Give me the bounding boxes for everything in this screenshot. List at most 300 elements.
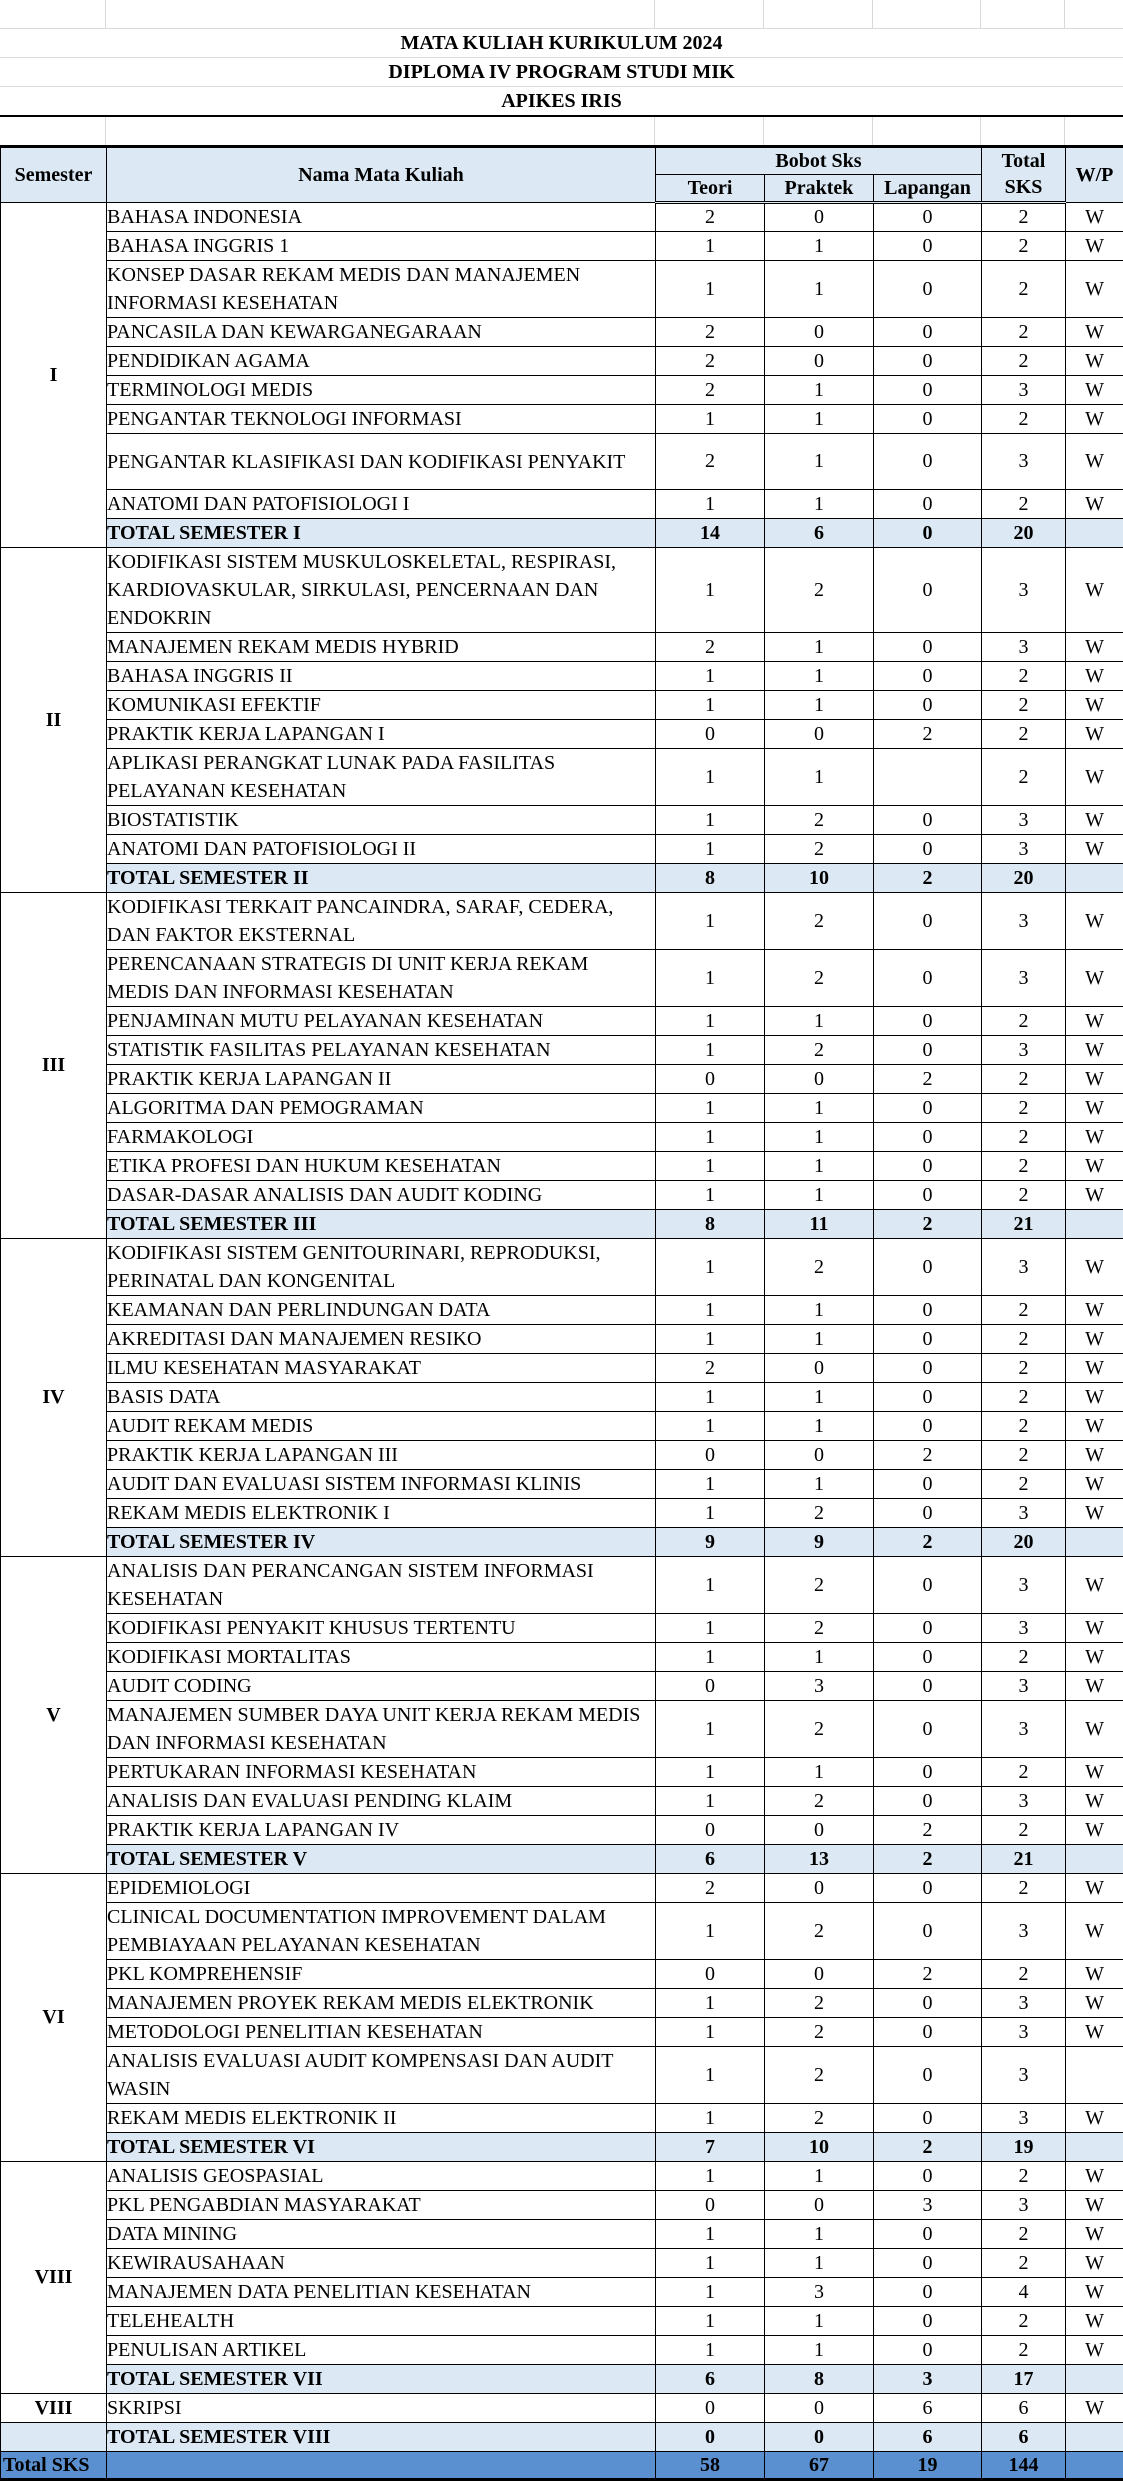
wp-value: W (1066, 2220, 1123, 2249)
praktek-value: 1 (765, 434, 874, 490)
table-row (1, 1470, 1123, 1499)
lapangan-value: 0 (874, 1296, 982, 1325)
total-sks-value: 2 (982, 1007, 1066, 1036)
total-teori: 8 (656, 1210, 765, 1239)
course-name: METODOLOGI PENELITIAN KESEHATAN (107, 2018, 656, 2047)
table-row (1, 2394, 1123, 2423)
teori-value: 1 (656, 2307, 765, 2336)
semester-total-label: TOTAL SEMESTER V (107, 1845, 656, 1874)
wp-value: W (1066, 1499, 1123, 1528)
teori-value: 2 (656, 347, 765, 376)
lapangan-value: 0 (874, 1614, 982, 1643)
lapangan-value: 0 (874, 806, 982, 835)
table-row (1, 232, 1123, 261)
total-sks: 6 (982, 2423, 1066, 2452)
table-row (1, 1354, 1123, 1383)
total-sks-value: 2 (982, 1094, 1066, 1123)
praktek-value: 0 (765, 2191, 874, 2220)
total-teori: 0 (656, 2423, 765, 2452)
total-sks-value: 2 (982, 1383, 1066, 1412)
wp-value: W (1066, 950, 1123, 1007)
teori-value: 0 (656, 1816, 765, 1845)
header-wp: W/P (1066, 147, 1123, 203)
praktek-value: 1 (765, 376, 874, 405)
praktek-value: 3 (765, 1672, 874, 1701)
wp-value: W (1066, 2104, 1123, 2133)
total-sks-value: 2 (982, 720, 1066, 749)
semester-label: IV (1, 1239, 107, 1557)
teori-value: 1 (656, 1296, 765, 1325)
course-name: PERTUKARAN INFORMASI KESEHATAN (107, 1758, 656, 1787)
semester-total-row (1, 1845, 1123, 1874)
lapangan-value: 0 (874, 835, 982, 864)
teori-value: 2 (656, 1874, 765, 1903)
semester-label: I (1, 203, 107, 548)
wp-value: W (1066, 1441, 1123, 1470)
total-sks-value: 2 (982, 232, 1066, 261)
table-row (1, 2249, 1123, 2278)
lapangan-value: 2 (874, 1816, 982, 1845)
teori-value: 1 (656, 1989, 765, 2018)
praktek-value: 2 (765, 1557, 874, 1614)
praktek-value: 2 (765, 1903, 874, 1960)
praktek-value: 2 (765, 1701, 874, 1758)
teori-value: 2 (656, 318, 765, 347)
total-sks-value: 2 (982, 1412, 1066, 1441)
teori-value: 1 (656, 2104, 765, 2133)
title-line-1: MATA KULIAH KURIKULUM 2024 (0, 29, 1123, 58)
lapangan-value: 0 (874, 1094, 982, 1123)
lapangan-value: 0 (874, 261, 982, 318)
table-row (1, 203, 1123, 232)
course-name: KODIFIKASI SISTEM GENITOURINARI, REPRODUKSI, PERINATAL DAN KONGENITAL (107, 1239, 656, 1296)
semester-total-row (1, 2365, 1123, 2394)
praktek-value: 2 (765, 1989, 874, 2018)
course-name: PENDIDIKAN AGAMA (107, 347, 656, 376)
course-name: PENGANTAR KLASIFIKASI DAN KODIFIKASI PENYAKIT (107, 434, 656, 490)
wp-value: W (1066, 1412, 1123, 1441)
table-row (1, 1036, 1123, 1065)
lapangan-value: 2 (874, 1065, 982, 1094)
total-sks-value: 3 (982, 633, 1066, 662)
total-sks-value: 2 (982, 2307, 1066, 2336)
course-name: ANATOMI DAN PATOFISIOLOGI I (107, 490, 656, 519)
total-sks-value: 2 (982, 1181, 1066, 1210)
total-sks-value: 2 (982, 1065, 1066, 1094)
course-name: AKREDITASI DAN MANAJEMEN RESIKO (107, 1325, 656, 1354)
course-name: FARMAKOLOGI (107, 1123, 656, 1152)
teori-value: 1 (656, 1181, 765, 1210)
table-row (1, 1557, 1123, 1614)
teori-value: 0 (656, 2191, 765, 2220)
table-row (1, 434, 1123, 490)
teori-value: 1 (656, 2336, 765, 2365)
teori-value: 1 (656, 1007, 765, 1036)
lapangan-value: 3 (874, 2191, 982, 2220)
table-row (1, 1960, 1123, 1989)
wp-value: W (1066, 835, 1123, 864)
course-name: AUDIT DAN EVALUASI SISTEM INFORMASI KLINIS (107, 1470, 656, 1499)
praktek-value: 2 (765, 2018, 874, 2047)
course-name: DATA MINING (107, 2220, 656, 2249)
total-lapangan: 2 (874, 864, 982, 893)
table-row (1, 1094, 1123, 1123)
course-name: TERMINOLOGI MEDIS (107, 376, 656, 405)
total-sks-value: 3 (982, 2104, 1066, 2133)
table-row (1, 1614, 1123, 1643)
grand-total-row (1, 2452, 1123, 2480)
total-sks-value: 3 (982, 1672, 1066, 1701)
wp-value: W (1066, 1123, 1123, 1152)
praktek-value: 0 (765, 1874, 874, 1903)
semester-total-row (1, 2423, 1123, 2452)
semester-label: VI (1, 1874, 107, 2162)
grand-total-sks: 144 (982, 2452, 1066, 2480)
praktek-value: 0 (765, 1816, 874, 1845)
table-row (1, 691, 1123, 720)
course-name: BAHASA INDONESIA (107, 203, 656, 232)
semester-label: V (1, 1557, 107, 1874)
teori-value: 1 (656, 691, 765, 720)
lapangan-value: 0 (874, 662, 982, 691)
total-lapangan: 3 (874, 2365, 982, 2394)
lapangan-value: 0 (874, 1239, 982, 1296)
wp-value: W (1066, 2394, 1123, 2423)
semester-total-row (1, 864, 1123, 893)
course-name: CLINICAL DOCUMENTATION IMPROVEMENT DALAM PEMBIAYAAN PELAYANAN KESEHATAN (107, 1903, 656, 1960)
course-name: KODIFIKASI TERKAIT PANCAINDRA, SARAF, CEDERA, DAN FAKTOR EKSTERNAL (107, 893, 656, 950)
praktek-value: 1 (765, 1007, 874, 1036)
wp-value: W (1066, 203, 1123, 232)
wp-value: W (1066, 893, 1123, 950)
total-sks: 20 (982, 519, 1066, 548)
praktek-value: 2 (765, 950, 874, 1007)
teori-value: 0 (656, 1672, 765, 1701)
total-praktek: 6 (765, 519, 874, 548)
lapangan-value: 0 (874, 405, 982, 434)
lapangan-value: 0 (874, 691, 982, 720)
grand-total-label: Total SKS (1, 2452, 107, 2480)
teori-value: 1 (656, 2018, 765, 2047)
table-row (1, 1007, 1123, 1036)
table-row (1, 1441, 1123, 1470)
total-lapangan: 2 (874, 1210, 982, 1239)
teori-value: 1 (656, 950, 765, 1007)
table-row (1, 1296, 1123, 1325)
praktek-value: 1 (765, 2162, 874, 2191)
teori-value: 1 (656, 806, 765, 835)
total-sks-value: 3 (982, 1239, 1066, 1296)
wp-value: W (1066, 232, 1123, 261)
total-sks: 21 (982, 1210, 1066, 1239)
lapangan-value: 0 (874, 2162, 982, 2191)
table-row (1, 548, 1123, 633)
table-row (1, 2018, 1123, 2047)
total-wp-empty (1066, 2133, 1123, 2162)
course-name: ANALISIS EVALUASI AUDIT KOMPENSASI DAN AUDIT WASIN (107, 2047, 656, 2104)
lapangan-value: 0 (874, 1989, 982, 2018)
wp-value: W (1066, 1672, 1123, 1701)
teori-value: 1 (656, 662, 765, 691)
table-row (1, 261, 1123, 318)
header-nama-mata-kuliah: Nama Mata Kuliah (107, 147, 656, 203)
lapangan-value: 0 (874, 376, 982, 405)
wp-value: W (1066, 1065, 1123, 1094)
teori-value: 1 (656, 1787, 765, 1816)
semester-total-label: TOTAL SEMESTER III (107, 1210, 656, 1239)
praktek-value: 1 (765, 1470, 874, 1499)
table-row (1, 806, 1123, 835)
wp-value: W (1066, 1557, 1123, 1614)
total-wp-empty (1066, 1845, 1123, 1874)
table-row (1, 662, 1123, 691)
lapangan-value: 0 (874, 1758, 982, 1787)
total-wp-empty (1066, 2365, 1123, 2394)
course-name: KEWIRAUSAHAAN (107, 2249, 656, 2278)
semester-label: III (1, 893, 107, 1239)
teori-value: 0 (656, 1960, 765, 1989)
total-praktek: 9 (765, 1528, 874, 1557)
lapangan-value: 0 (874, 1499, 982, 1528)
praktek-value: 0 (765, 1354, 874, 1383)
teori-value: 1 (656, 232, 765, 261)
wp-value: W (1066, 1960, 1123, 1989)
wp-value: W (1066, 1354, 1123, 1383)
praktek-value: 1 (765, 633, 874, 662)
total-praktek: 10 (765, 2133, 874, 2162)
wp-value: W (1066, 1181, 1123, 1210)
lapangan-value: 0 (874, 1181, 982, 1210)
grand-total-lapangan: 19 (874, 2452, 982, 2480)
total-sks-value: 3 (982, 1989, 1066, 2018)
lapangan-value: 0 (874, 490, 982, 519)
praktek-value: 2 (765, 1614, 874, 1643)
total-sks-value: 2 (982, 1354, 1066, 1383)
teori-value: 1 (656, 1325, 765, 1354)
praktek-value: 1 (765, 2307, 874, 2336)
lapangan-value: 0 (874, 2336, 982, 2365)
praktek-value: 1 (765, 405, 874, 434)
course-name: AUDIT CODING (107, 1672, 656, 1701)
total-sks: 21 (982, 1845, 1066, 1874)
praktek-value: 0 (765, 2394, 874, 2423)
total-teori: 8 (656, 864, 765, 893)
wp-value: W (1066, 1383, 1123, 1412)
table-row (1, 1383, 1123, 1412)
course-name: DASAR-DASAR ANALISIS DAN AUDIT KODING (107, 1181, 656, 1210)
course-name: PRAKTIK KERJA LAPANGAN IV (107, 1816, 656, 1845)
total-sks-value: 2 (982, 1874, 1066, 1903)
total-sks-value: 3 (982, 548, 1066, 633)
teori-value: 0 (656, 720, 765, 749)
course-name: ETIKA PROFESI DAN HUKUM KESEHATAN (107, 1152, 656, 1181)
wp-value: W (1066, 1296, 1123, 1325)
total-sks-value: 3 (982, 1614, 1066, 1643)
table-row (1, 1701, 1123, 1758)
wp-value: W (1066, 2018, 1123, 2047)
teori-value: 1 (656, 1614, 765, 1643)
table-row (1, 2047, 1123, 2104)
total-teori: 6 (656, 1845, 765, 1874)
praktek-value: 2 (765, 806, 874, 835)
total-wp-empty (1066, 1210, 1123, 1239)
total-lapangan: 6 (874, 2423, 982, 2452)
total-sks-value: 2 (982, 1960, 1066, 1989)
table-row (1, 1903, 1123, 1960)
praktek-value: 1 (765, 232, 874, 261)
praktek-value: 2 (765, 1499, 874, 1528)
table-row (1, 893, 1123, 950)
wp-value: W (1066, 2278, 1123, 2307)
lapangan-value: 0 (874, 232, 982, 261)
total-praktek: 10 (765, 864, 874, 893)
praktek-value: 3 (765, 2278, 874, 2307)
wp-value: W (1066, 1874, 1123, 1903)
wp-value: W (1066, 1903, 1123, 1960)
course-name: EPIDEMIOLOGI (107, 1874, 656, 1903)
teori-value: 0 (656, 1065, 765, 1094)
total-wp-empty (1066, 1528, 1123, 1557)
course-name: BAHASA INGGRIS II (107, 662, 656, 691)
praktek-value: 1 (765, 2249, 874, 2278)
total-sks-value: 2 (982, 1816, 1066, 1845)
course-name: KEAMANAN DAN PERLINDUNGAN DATA (107, 1296, 656, 1325)
teori-value: 1 (656, 1643, 765, 1672)
header-total-line1: Total (982, 147, 1066, 175)
total-praktek: 8 (765, 2365, 874, 2394)
table-row (1, 2162, 1123, 2191)
lapangan-value: 0 (874, 1903, 982, 1960)
wp-value: W (1066, 548, 1123, 633)
total-sks-value: 3 (982, 1903, 1066, 1960)
semester-label: II (1, 548, 107, 893)
total-sks-value: 2 (982, 1758, 1066, 1787)
course-name: ANALISIS DAN EVALUASI PENDING KLAIM (107, 1787, 656, 1816)
teori-value: 1 (656, 893, 765, 950)
lapangan-value: 0 (874, 950, 982, 1007)
teori-value: 0 (656, 2394, 765, 2423)
lapangan-value: 0 (874, 2278, 982, 2307)
teori-value: 2 (656, 633, 765, 662)
total-sks-value: 2 (982, 1123, 1066, 1152)
wp-value: W (1066, 1239, 1123, 1296)
teori-value: 1 (656, 1701, 765, 1758)
teori-value: 1 (656, 1123, 765, 1152)
total-sks-value: 3 (982, 2018, 1066, 2047)
total-sks-value: 3 (982, 893, 1066, 950)
wp-value: W (1066, 691, 1123, 720)
course-name: BIOSTATISTIK (107, 806, 656, 835)
lapangan-value: 0 (874, 203, 982, 232)
table-row (1, 1123, 1123, 1152)
total-teori: 6 (656, 2365, 765, 2394)
course-name: BASIS DATA (107, 1383, 656, 1412)
course-name: ANALISIS GEOSPASIAL (107, 2162, 656, 2191)
praktek-value: 0 (765, 1065, 874, 1094)
semester-total-label: TOTAL SEMESTER VI (107, 2133, 656, 2162)
table-row (1, 1325, 1123, 1354)
lapangan-value: 0 (874, 1470, 982, 1499)
teori-value: 1 (656, 1239, 765, 1296)
total-sks-value: 3 (982, 950, 1066, 1007)
praktek-value: 2 (765, 1036, 874, 1065)
wp-value: W (1066, 1007, 1123, 1036)
praktek-value: 1 (765, 691, 874, 720)
praktek-value: 1 (765, 1094, 874, 1123)
lapangan-value: 0 (874, 1672, 982, 1701)
table-row (1, 1816, 1123, 1845)
total-praktek: 13 (765, 1845, 874, 1874)
praktek-value: 1 (765, 1383, 874, 1412)
teori-value: 1 (656, 1094, 765, 1123)
wp-value: W (1066, 1787, 1123, 1816)
total-sks-value: 2 (982, 1470, 1066, 1499)
praktek-value: 0 (765, 720, 874, 749)
praktek-value: 2 (765, 2047, 874, 2104)
praktek-value: 1 (765, 2336, 874, 2365)
wp-value: W (1066, 2191, 1123, 2220)
table-row (1, 318, 1123, 347)
course-name: ANATOMI DAN PATOFISIOLOGI II (107, 835, 656, 864)
blank-grid-row (0, 117, 1123, 145)
praktek-value: 1 (765, 1643, 874, 1672)
total-teori: 7 (656, 2133, 765, 2162)
teori-value: 1 (656, 2278, 765, 2307)
course-name: APLIKASI PERANGKAT LUNAK PADA FASILITAS PELAYANAN KESEHATAN (107, 749, 656, 806)
wp-value: W (1066, 1816, 1123, 1845)
praktek-value: 1 (765, 662, 874, 691)
semester-label-empty (1, 2423, 107, 2452)
table-row (1, 1672, 1123, 1701)
total-sks-value: 2 (982, 1643, 1066, 1672)
total-teori: 9 (656, 1528, 765, 1557)
total-sks-value: 2 (982, 691, 1066, 720)
teori-value: 1 (656, 1470, 765, 1499)
semester-total-label: TOTAL SEMESTER VIII (107, 2423, 656, 2452)
wp-value: W (1066, 662, 1123, 691)
teori-value: 1 (656, 1152, 765, 1181)
course-name: MANAJEMEN DATA PENELITIAN KESEHATAN (107, 2278, 656, 2307)
table-row (1, 2336, 1123, 2365)
table-row (1, 950, 1123, 1007)
praktek-value: 0 (765, 1960, 874, 1989)
teori-value: 2 (656, 376, 765, 405)
lapangan-value: 0 (874, 1354, 982, 1383)
wp-value: W (1066, 1758, 1123, 1787)
course-name: ALGORITMA DAN PEMOGRAMAN (107, 1094, 656, 1123)
lapangan-value: 0 (874, 1007, 982, 1036)
course-name: PRAKTIK KERJA LAPANGAN I (107, 720, 656, 749)
lapangan-value: 0 (874, 2018, 982, 2047)
header-semester: Semester (1, 147, 107, 203)
lapangan-value: 0 (874, 1701, 982, 1758)
curriculum-table (0, 145, 1123, 2481)
lapangan-value (874, 749, 982, 806)
total-sks-value: 2 (982, 1441, 1066, 1470)
table-row (1, 1643, 1123, 1672)
teori-value: 1 (656, 1383, 765, 1412)
lapangan-value: 0 (874, 1787, 982, 1816)
wp-value: W (1066, 1152, 1123, 1181)
table-row (1, 1181, 1123, 1210)
wp-value: W (1066, 1614, 1123, 1643)
course-name: KONSEP DASAR REKAM MEDIS DAN MANAJEMEN INFORMASI KESEHATAN (107, 261, 656, 318)
wp-value: W (1066, 1643, 1123, 1672)
course-name: REKAM MEDIS ELEKTRONIK II (107, 2104, 656, 2133)
header-teori: Teori (656, 175, 765, 203)
wp-value: W (1066, 490, 1123, 519)
lapangan-value: 0 (874, 2249, 982, 2278)
